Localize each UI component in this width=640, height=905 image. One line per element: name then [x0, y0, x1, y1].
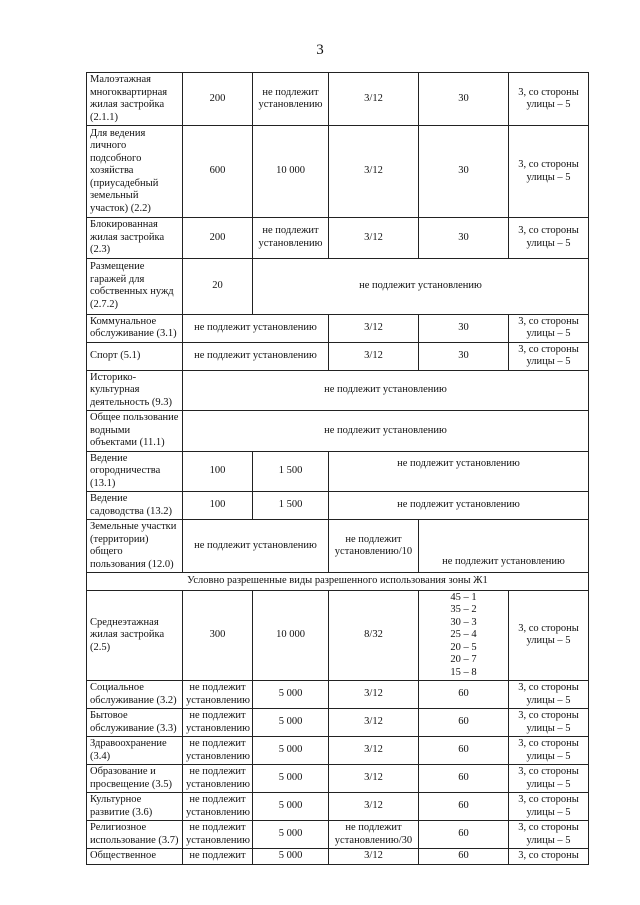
use-type-name: Размещение гаражей для собственных нужд (2.7.2) [87, 258, 183, 314]
setback: 3, со стороны улицы – 5 [509, 821, 589, 849]
not-applicable-span: не подлежит установлению [419, 520, 589, 573]
setback: 3, со стороны улицы – 5 [509, 73, 589, 126]
table-row [87, 73, 589, 126]
page-number: 3 [316, 42, 324, 58]
max-area: 5 000 [253, 737, 329, 765]
max-area: не подлежит установлению [253, 73, 329, 126]
max-area: 5 000 [253, 849, 329, 865]
coverage-percent: 60 [419, 765, 509, 793]
max-area: 5 000 [253, 709, 329, 737]
min-area: 100 [183, 451, 253, 492]
max-area: 10 000 [253, 590, 329, 681]
min-area: не подлежит установлению [183, 737, 253, 765]
max-area: 5 000 [253, 821, 329, 849]
coverage-percent: 60 [419, 709, 509, 737]
setback: 3, со стороны [509, 849, 589, 865]
min-area: 200 [183, 73, 253, 126]
list-item: 35 – 2 [450, 604, 477, 615]
use-type-name: Социальное обслуживание (3.2) [87, 681, 183, 709]
use-type-name: Общее пользование водными объектами (11.1) [87, 411, 183, 452]
list-item: 15 – 8 [450, 666, 477, 678]
use-type-name: Земельные участки (территории) общего пользования (12.0) [87, 520, 183, 573]
floors-height: не подлежит установлению/10 [329, 520, 419, 573]
setback: 3, со стороны улицы – 5 [509, 793, 589, 821]
use-type-name: Малоэтажная многоквартирная жилая застройка (2.1.1) [87, 73, 183, 126]
list-item: 20 – 7 [450, 654, 477, 665]
coverage-percent: 30 [419, 314, 509, 342]
table-row [87, 218, 589, 259]
table-row [87, 590, 589, 681]
use-type-name: Историко-культурная деятельность (9.3) [87, 370, 183, 411]
setback: 3, со стороны улицы – 5 [509, 126, 589, 218]
floors-height: 3/12 [329, 681, 419, 709]
coverage-percent: 60 [419, 793, 509, 821]
floors-height: 3/12 [329, 793, 419, 821]
area-not-applicable: не подлежит установлению [183, 520, 329, 573]
coverage-percent: 60 [419, 681, 509, 709]
area-not-applicable: не подлежит установлению [183, 314, 329, 342]
table-row [87, 370, 589, 411]
not-applicable-span: не подлежит установлению [183, 411, 589, 452]
min-area: не подлежит установлению [183, 681, 253, 709]
zoning-parameters-table [86, 72, 589, 865]
use-type-name: Бытовое обслуживание (3.3) [87, 709, 183, 737]
setback: 3, со стороны улицы – 5 [509, 681, 589, 709]
setback: 3, со стороны улицы – 5 [509, 765, 589, 793]
not-applicable-span: не подлежит установлению [329, 451, 589, 492]
table-row [87, 849, 589, 865]
min-area: 100 [183, 492, 253, 520]
coverage-percent: 30 [419, 218, 509, 259]
table-row [87, 342, 589, 370]
table-row [87, 520, 589, 573]
max-area: 5 000 [253, 793, 329, 821]
coverage-percent: 60 [419, 849, 509, 865]
table-row [87, 573, 589, 591]
floors-height: 3/12 [329, 709, 419, 737]
not-applicable-span: не подлежит установлению [253, 258, 589, 314]
min-area: не подлежит [183, 849, 253, 865]
max-area: 1 500 [253, 451, 329, 492]
min-area: 200 [183, 218, 253, 259]
section-title: Условно разрешенные виды разрешенного использования зоны Ж1 [87, 573, 589, 591]
use-type-name: Общественное [87, 849, 183, 865]
table-row [87, 492, 589, 520]
list-item: 20 – 5 [450, 641, 477, 653]
use-type-name: Религиозное использование (3.7) [87, 821, 183, 849]
floors-height: не подлежит установлению/30 [329, 821, 419, 849]
table-row [87, 451, 589, 492]
table-row [87, 258, 589, 314]
coverage-percent: 60 [419, 821, 509, 849]
table-row [87, 126, 589, 218]
floors-height: 3/12 [329, 849, 419, 865]
list-item: 30 – 3 [450, 616, 477, 628]
min-area: 20 [183, 258, 253, 314]
table-row [87, 765, 589, 793]
table-row [87, 793, 589, 821]
use-type-name: Образование и просвещение (3.5) [87, 765, 183, 793]
floors-height: 3/12 [329, 73, 419, 126]
min-area: не подлежит установлению [183, 765, 253, 793]
area-not-applicable: не подлежит установлению [183, 342, 329, 370]
setback: 3, со стороны улицы – 5 [509, 314, 589, 342]
max-area: не подлежит установлению [253, 218, 329, 259]
floors-height: 3/12 [329, 126, 419, 218]
not-applicable-span: не подлежит установлению [183, 370, 589, 411]
min-area: не подлежит установлению [183, 821, 253, 849]
max-area: 5 000 [253, 765, 329, 793]
floors-height: 3/12 [329, 765, 419, 793]
max-area: 5 000 [253, 681, 329, 709]
min-area: 300 [183, 590, 253, 681]
setback: 3, со стороны улицы – 5 [509, 590, 589, 681]
min-area: не подлежит установлению [183, 793, 253, 821]
floors-height: 3/12 [329, 737, 419, 765]
floors-height: 8/32 [329, 590, 419, 681]
list-item: 25 – 4 [450, 629, 477, 640]
not-applicable-span: не подлежит установлению [329, 492, 589, 520]
max-area: 10 000 [253, 126, 329, 218]
max-area: 1 500 [253, 492, 329, 520]
table-row [87, 411, 589, 452]
table-row [87, 821, 589, 849]
setback: 3, со стороны улицы – 5 [509, 342, 589, 370]
setback: 3, со стороны улицы – 5 [509, 737, 589, 765]
table-row [87, 314, 589, 342]
use-type-name: Здравоохранение (3.4) [87, 737, 183, 765]
coverage-percent: 30 [419, 126, 509, 218]
setback: 3, со стороны улицы – 5 [509, 709, 589, 737]
setback: 3, со стороны улицы – 5 [509, 218, 589, 259]
min-area: 600 [183, 126, 253, 218]
use-type-name: Коммунальное обслуживание (3.1) [87, 314, 183, 342]
min-area: не подлежит установлению [183, 709, 253, 737]
height-coverage-list [419, 590, 509, 681]
coverage-percent: 30 [419, 73, 509, 126]
use-type-name: Ведение огородничества (13.1) [87, 451, 183, 492]
use-type-name: Для ведения личного подсобного хозяйства (приусадебный земельный участок) (2.2) [87, 126, 183, 218]
use-type-name: Спорт (5.1) [87, 342, 183, 370]
floors-height: 3/12 [329, 218, 419, 259]
list-item: 45 – 1 [450, 591, 477, 603]
table-row [87, 709, 589, 737]
table-row [87, 681, 589, 709]
use-type-name: Ведение садоводства (13.2) [87, 492, 183, 520]
floors-height: 3/12 [329, 342, 419, 370]
use-type-name: Культурное развитие (3.6) [87, 793, 183, 821]
table-row [87, 737, 589, 765]
floors-height: 3/12 [329, 314, 419, 342]
use-type-name: Блокированная жилая застройка (2.3) [87, 218, 183, 259]
coverage-percent: 30 [419, 342, 509, 370]
coverage-percent: 60 [419, 737, 509, 765]
use-type-name: Среднеэтажная жилая застройка (2.5) [87, 590, 183, 681]
